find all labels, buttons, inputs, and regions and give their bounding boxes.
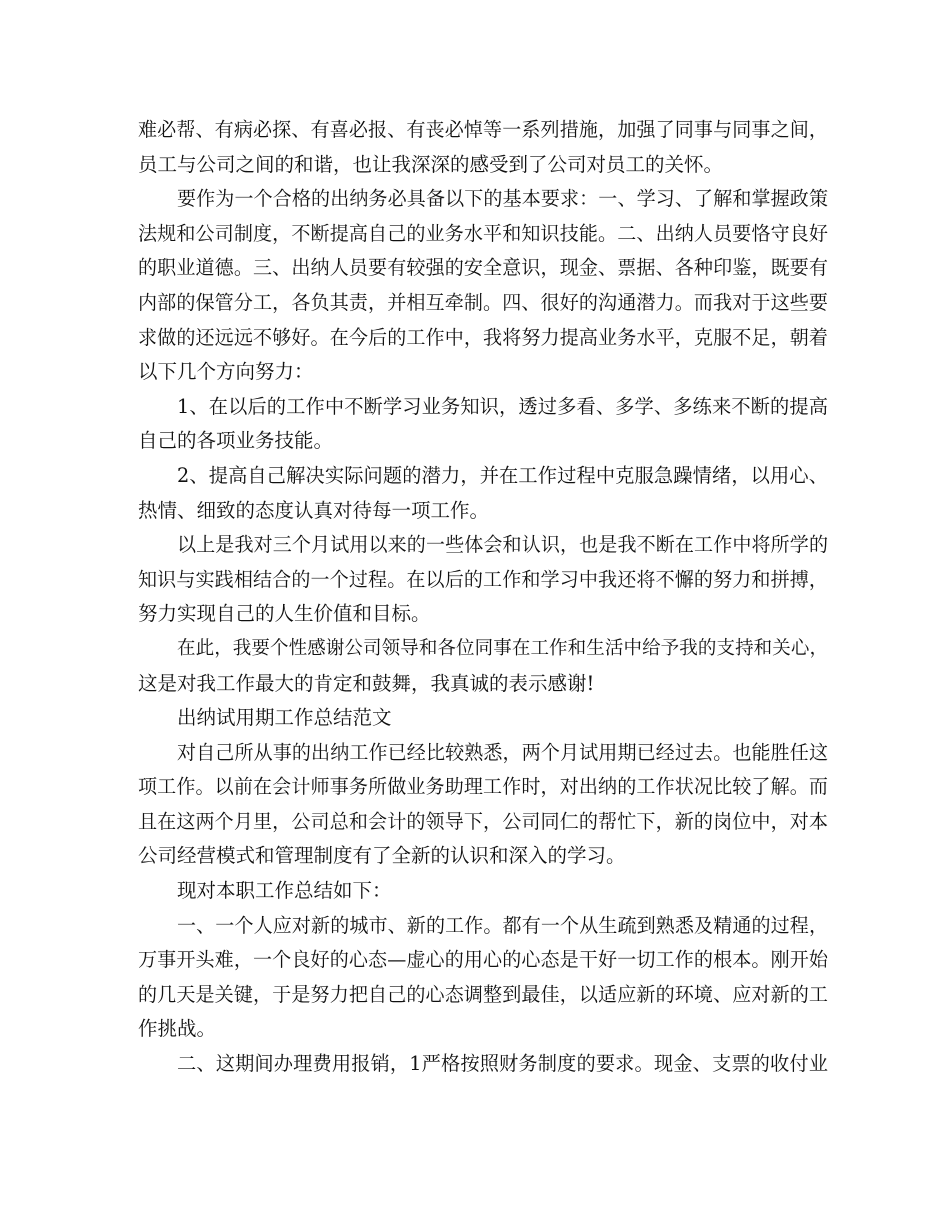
- text-line: 对自己所从事的出纳工作已经比较熟悉，两个月试用期已经过去。也能胜任这: [177, 741, 828, 764]
- text-line: 自己的各项业务技能。: [138, 429, 334, 453]
- text-line: 1、在以后的工作中不断学习业务知识，透过多看、多学、多练来不断的提高: [177, 394, 828, 418]
- body-text: [138, 113, 828, 1082]
- text-line: 万事开头难，一个良好的心态—虚心的用心的心态是干好一切工作的根本。刚开始: [138, 949, 828, 972]
- text-line: 项工作。以前在会计师事务所做业务助理工作时，对出纳的工作状况比较了解。而: [138, 776, 828, 799]
- text-line: 作挑战。: [138, 1017, 217, 1041]
- text-line: 出纳试用期工作总结范文: [177, 706, 392, 730]
- text-line: 在此，我要个性感谢公司领导和各位同事在工作和生活中给予我的支持和关心，: [177, 637, 828, 659]
- text-line: 一、一个人应对新的城市、新的工作。都有一个从生疏到熟悉及精通的过程，: [177, 914, 828, 937]
- text-line: 知识与实践相结合的一个过程。在以后的工作和学习中我还将不懈的努力和拼搏，: [138, 568, 828, 591]
- text-line: 以上是我对三个月试用以来的一些体会和认识，也是我不断在工作中将所学的: [177, 534, 828, 557]
- text-line: 员工与公司之间的和谐，也让我深深的感受到了公司对员工的关怀。: [138, 152, 724, 176]
- text-line: 且在这两个月里，公司总和会计的领导下，公司同仁的帮忙下，新的岗位中，对本: [138, 810, 828, 833]
- text-line: 的几天是关键，于是努力把自己的心态调整到最佳，以适应新的环境、应对新的工: [138, 983, 828, 1006]
- text-line: 要作为一个合格的出纳务必具备以下的基本要求：一、学习、了解和掌握政策: [177, 188, 828, 211]
- text-line: 内部的保管分工，各负其责，并相互牵制。四、很好的沟通潜力。而我对于这些要: [138, 291, 828, 314]
- text-line: 现对本职工作总结如下：: [177, 879, 392, 903]
- text-line: 二、这期间办理费用报销，1严格按照财务制度的要求。现金、支票的收付业: [177, 1052, 828, 1076]
- text-line: 努力实现自己的人生价值和目标。: [138, 602, 431, 626]
- text-line: 2、提高自己解决实际问题的潜力，并在工作过程中克服急躁情绪，以用心、: [177, 463, 828, 487]
- text-line: 法规和公司制度，不断提高自己的业务水平和知识技能。二、出纳人员要恪守良好: [138, 222, 828, 245]
- text-line: 以下几个方向努力：: [138, 360, 314, 384]
- text-line: 求做的还远远不够好。在今后的工作中，我将努力提高业务水平，克服不足，朝着: [138, 326, 828, 349]
- text-line: 难必帮、有病必探、有喜必报、有丧必悼等一系列措施，加强了同事与同事之间，: [138, 119, 828, 141]
- text-line: 的职业道德。三、出纳人员要有较强的安全意识，现金、票据、各种印鉴，既要有: [138, 257, 828, 280]
- text-line: 热情、细致的态度认真对待每一项工作。: [138, 498, 490, 522]
- text-line: 这是对我工作最大的肯定和鼓舞，我真诚的表示感谢!: [138, 671, 595, 695]
- text-line: 公司经营模式和管理制度有了全新的认识和深入的学习。: [138, 844, 626, 868]
